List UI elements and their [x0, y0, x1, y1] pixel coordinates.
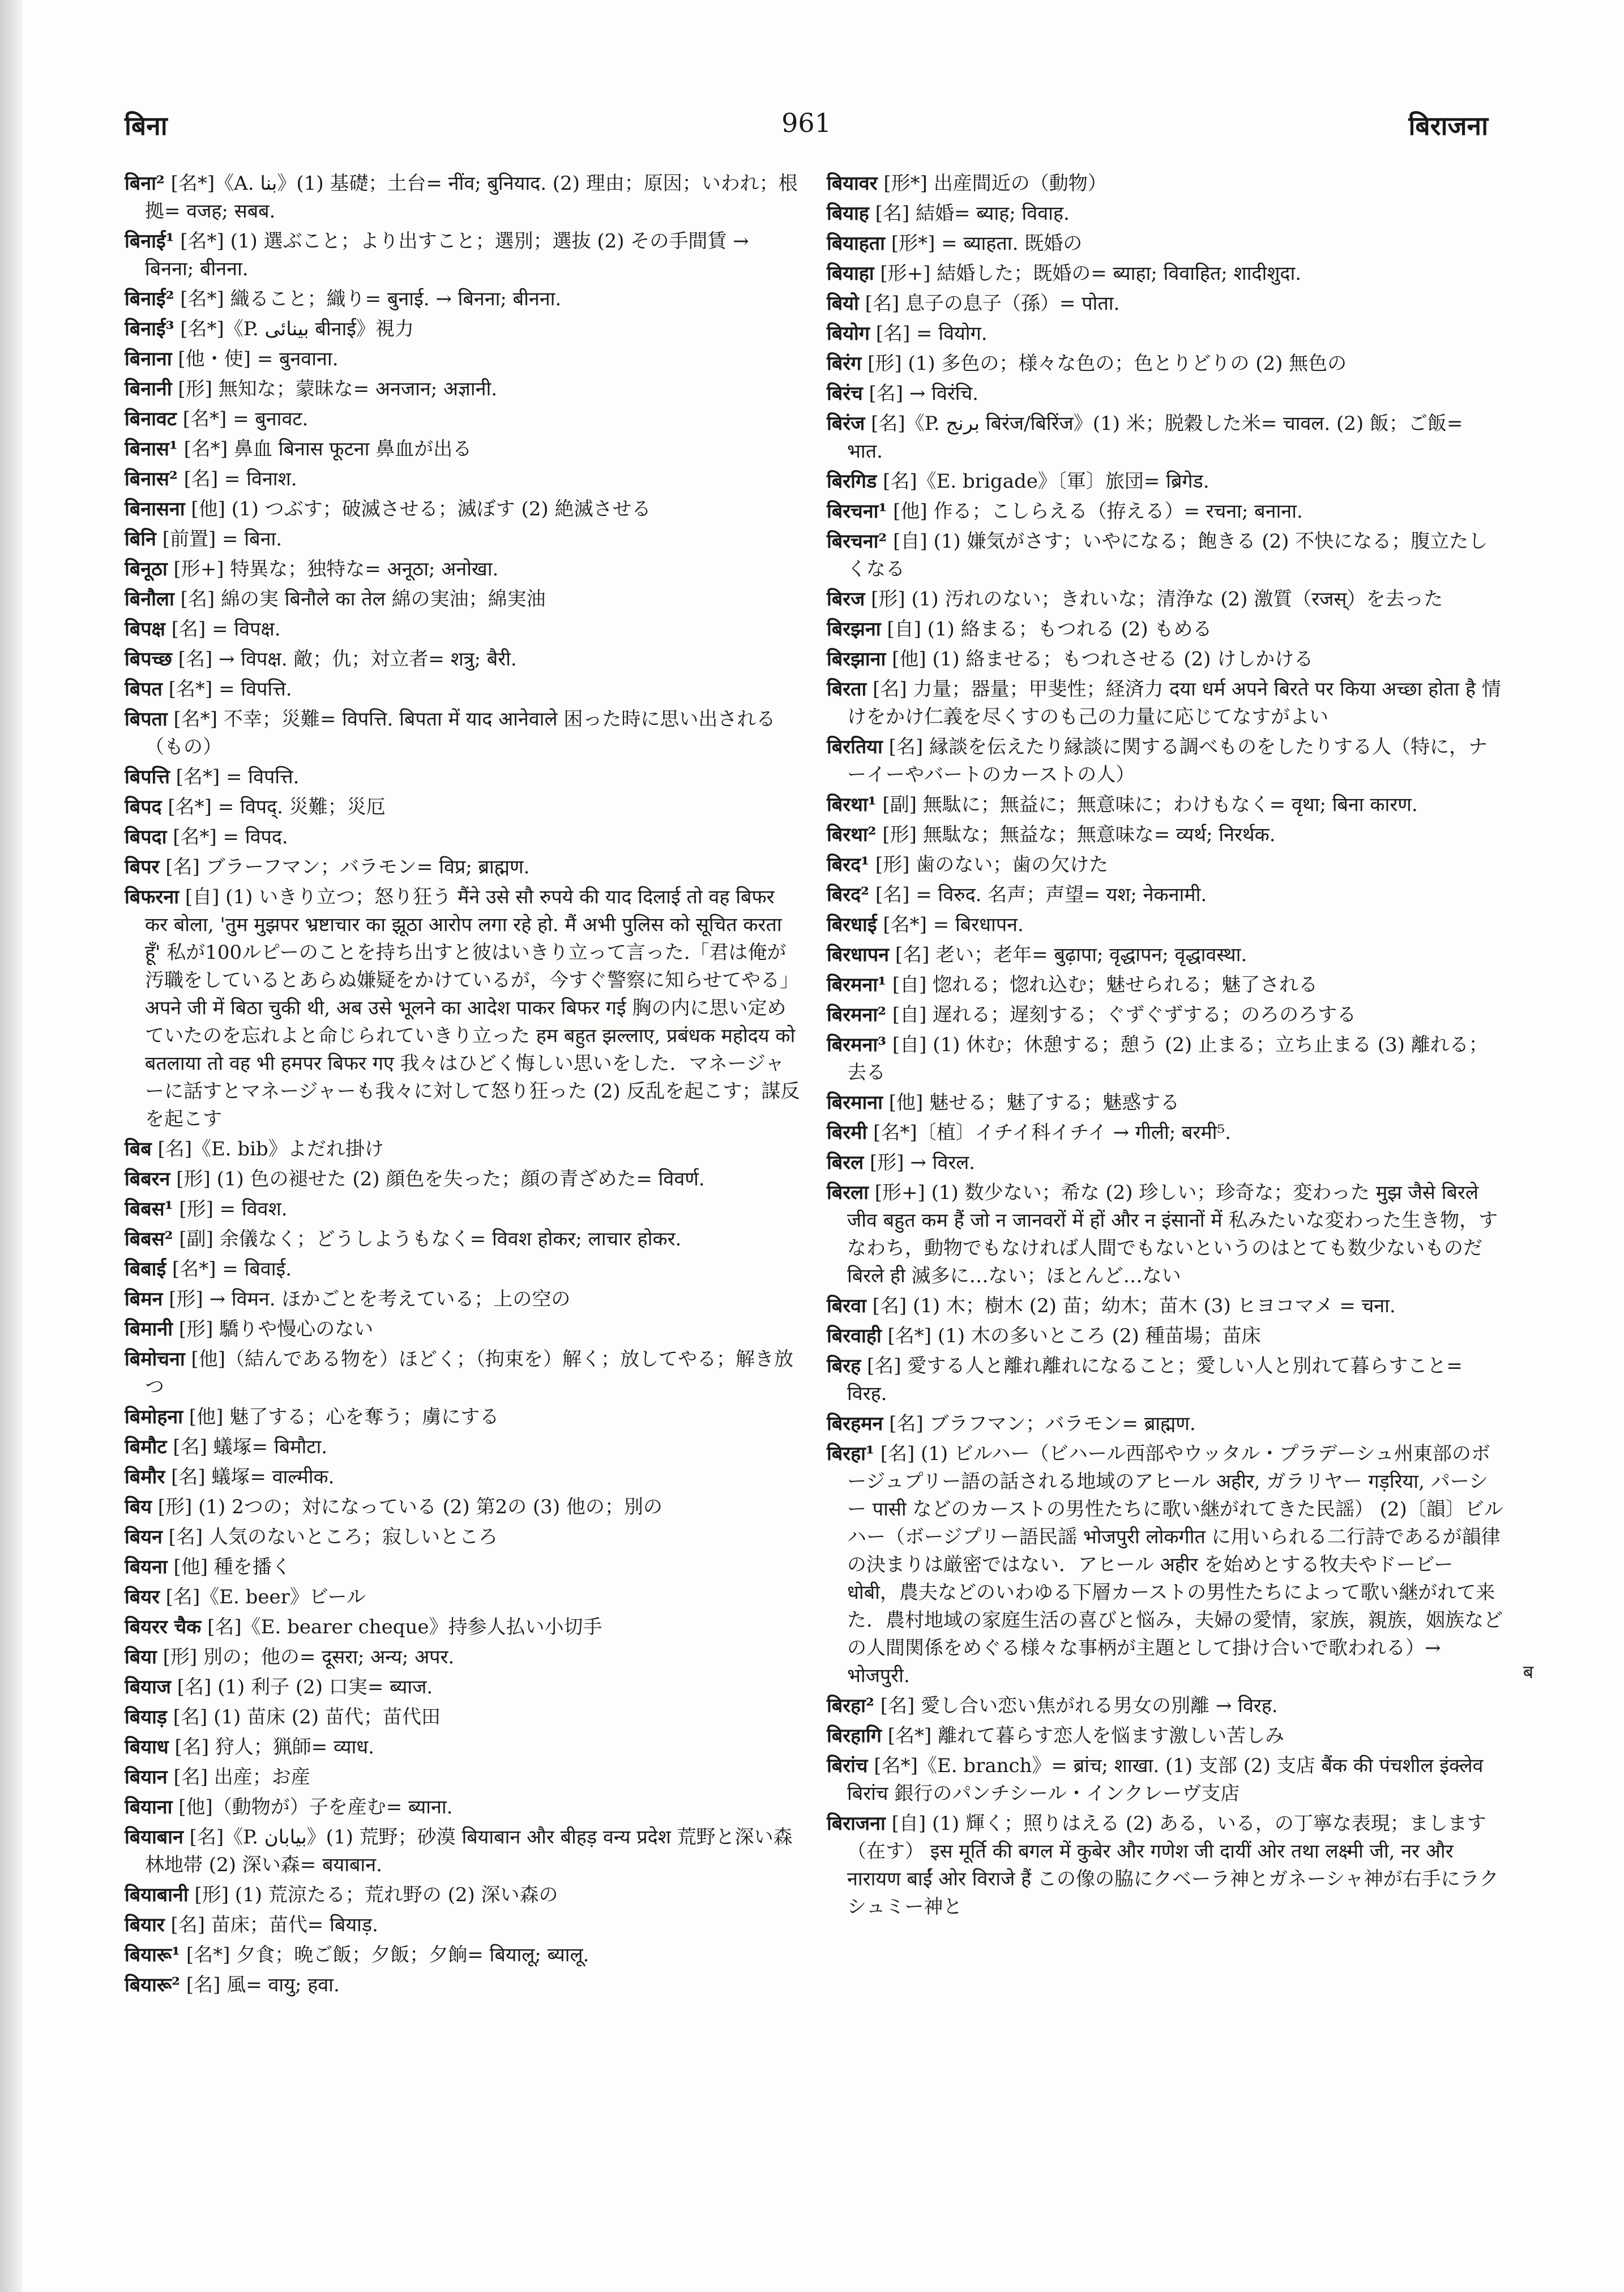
entry-definition: [名] 愛し合い恋い焦がれる男女の別離 → विरह.: [880, 1695, 1278, 1717]
right-running-head: बिराजना: [1408, 110, 1488, 141]
entry-headword: बिमौर: [125, 1466, 165, 1488]
entry-headword: बियाध: [125, 1736, 169, 1759]
entry-headword: बिरचना²: [827, 530, 887, 553]
dictionary-entry: [125, 1971, 801, 1999]
entry-definition: [名] 苗床；苗代= बियाड़.: [170, 1914, 378, 1936]
dictionary-entry: [125, 406, 801, 433]
entry-definition: [名*] = विपद्. 災難；災厄: [168, 796, 386, 818]
entry-headword: बियोग: [827, 322, 870, 345]
entry-headword: बिरह: [827, 1355, 861, 1377]
entry-headword: बिरहा¹: [827, 1442, 874, 1465]
entry-definition: [他] (1) つぶす；破滅させる；滅ぼす (2) 絶滅させる: [191, 498, 651, 520]
entry-headword: बिरंच: [827, 382, 863, 405]
entry-headword: बिब: [125, 1138, 152, 1160]
entry-definition: [名*] 離れて暮らす恋人を悩ます激しい苦しみ: [887, 1725, 1285, 1747]
dictionary-entry: [125, 315, 801, 343]
entry-definition: [名] 息子の息子（孫）= पोता.: [865, 292, 1120, 315]
entry-definition: [名] ブラフマン；バラモン= ब्राह्मण.: [889, 1412, 1196, 1435]
dictionary-entry: [125, 1226, 801, 1253]
entry-headword: बिरद¹: [827, 853, 870, 876]
entry-definition: [名] 蟻塚= वाल्मीक.: [171, 1466, 335, 1488]
entry-headword: बिनासना: [125, 498, 185, 520]
entry-headword: बिनाई²: [125, 288, 174, 310]
entry-headword: बिरधापन: [827, 944, 890, 966]
dictionary-entry: [125, 170, 801, 225]
dictionary-entry: [125, 1644, 801, 1671]
entry-definition: [形] → विरल.: [870, 1151, 976, 1174]
dictionary-entry: [125, 1794, 801, 1821]
entry-definition: [他] 作る；こしらえる（拵える）= रचना; बनाना.: [893, 500, 1303, 523]
entry-headword: बिफरना: [125, 886, 180, 908]
entry-headword: बिनानी: [125, 378, 172, 400]
entry-headword: बिमानी: [125, 1318, 173, 1341]
entry-definition: [副] 無駄に；無益に；無意味に；わけもなく= वृथा; बिना कारण.: [882, 793, 1418, 816]
entry-definition: [名]《P. بیابان》(1) 荒野；砂漠 बियाबान और बीहड़ वन्य प्रदेश 荒野と深い森林地帯 (2) 深い森= बयाबान.: [145, 1826, 793, 1876]
dictionary-entry: [827, 230, 1503, 258]
entry-definition: [名] (1) 木；樹木 (2) 苗；幼木；苗木 (3) ヒヨコマメ = चना.: [872, 1295, 1396, 1317]
entry-headword: बिनास¹: [125, 438, 178, 460]
dictionary-entry: [125, 1584, 801, 1611]
entry-headword: बिनौला: [125, 588, 174, 611]
entry-definition: [名] 愛する人と離れ離れになること；愛しい人と別れて暮らすこと= विरह.: [847, 1355, 1463, 1405]
dictionary-entry: [827, 791, 1503, 819]
dictionary-entry: [125, 466, 801, 493]
entry-definition: [形] 歯のない；歯の欠けた: [875, 853, 1109, 876]
dictionary-entry: [827, 821, 1503, 849]
dictionary-entry: [827, 1149, 1503, 1177]
entry-definition: [形+] 結婚した；既婚の= ब्याहा; विवाहित; शादीशुदा.: [880, 262, 1302, 285]
dictionary-entry: [125, 1136, 801, 1163]
entry-headword: बिरवाही: [827, 1325, 882, 1347]
entry-headword: बियाहा: [827, 262, 874, 285]
entry-headword: बिनाना: [125, 348, 172, 370]
entry-definition: [形] 無知な；蒙昧な= अनजान; अज्ञानी.: [178, 378, 498, 400]
entry-headword: बियारू²: [125, 1974, 181, 1996]
entry-headword: बिपच्छ: [125, 648, 172, 671]
left-running-head: बिना: [125, 110, 168, 141]
entry-definition: [名] 出産；お産: [173, 1766, 310, 1789]
entry-definition: [名*] = विपत्ति.: [176, 766, 300, 788]
entry-definition: [名*] 夕食；晩ご飯；夕飯；夕餉= बियालू; ब्यालू.: [186, 1944, 589, 1966]
entry-headword: बियो: [827, 292, 859, 315]
entry-headword: बिमोचना: [125, 1348, 185, 1371]
entry-headword: बिरमाना: [827, 1091, 883, 1114]
entry-definition: [名] 力量；器量；甲斐性；経済力 दया धर्म अपने बिरते पर किया अच्छा होता है 情けをかけ仁義を尽くすのも己の力量に応じてなすがよい: [847, 678, 1501, 728]
entry-definition: [形] (1) 色の褪せた (2) 顔色を失った；顔の青ざめた= विवर्ण.: [176, 1168, 705, 1190]
entry-definition: [名] 綿の実 बिनौले का तेल 綿の実油；綿実油: [180, 588, 546, 611]
entry-headword: बिनूठा: [125, 558, 168, 581]
entry-headword: बिनाई³: [125, 318, 174, 340]
entry-headword: बिरतिया: [827, 736, 883, 758]
entry-headword: बिरज: [827, 588, 865, 611]
dictionary-entry: [125, 853, 801, 881]
entry-headword: बियना: [125, 1556, 168, 1578]
entry-headword: बिय: [125, 1496, 152, 1518]
entry-headword: बिनाई¹: [125, 230, 174, 253]
dictionary-entry: [125, 1196, 801, 1223]
entry-headword: बियरर चैक: [125, 1616, 202, 1638]
entry-headword: बिरंज: [827, 412, 865, 435]
entry-definition: [名] = विनाश.: [183, 468, 297, 490]
entry-headword: बिनास²: [125, 468, 178, 490]
entry-definition: [自] (1) 嫌気がさす；いやになる；飽きる (2) 不快になる；腹立たしくなる: [847, 530, 1488, 581]
entry-definition: [名*] (1) 木の多いところ (2) 種苗場；苗床: [887, 1325, 1261, 1347]
entry-definition: [自] (1) 休む；休憩する；憩う (2) 止まる；立ち止まる (3) 離れる；去る: [847, 1034, 1488, 1084]
entry-headword: बिरथा²: [827, 823, 877, 846]
entry-headword: बिनि: [125, 528, 156, 550]
dictionary-entry: [125, 1553, 801, 1581]
entry-definition: [名] → विपक्ष. 敵；仇；対立者= शत्रु; बैरी.: [178, 648, 517, 671]
dictionary-entry: [125, 793, 801, 821]
entry-definition: [名]《E. bib》よだれ掛け: [157, 1138, 384, 1160]
dictionary-entry: [125, 1346, 801, 1401]
entry-headword: बिरझाना: [827, 648, 886, 671]
entry-headword: बियाज: [125, 1676, 171, 1698]
entry-definition: [他]（結んである物を）ほどく；（拘束を）解く；放してやる；解き放つ: [145, 1348, 793, 1398]
entry-definition: [他]（動物が）子を産む= ब्याना.: [178, 1796, 453, 1819]
entry-headword: बिरझना: [827, 618, 881, 641]
entry-definition: [他・使] = बुनवाना.: [178, 348, 339, 370]
entry-headword: बिरवा: [827, 1295, 866, 1317]
dictionary-entry: [125, 526, 801, 553]
dictionary-entry: [125, 1433, 801, 1461]
entry-definition: [名*]《A. بنا》(1) 基礎；土台= नींव; बुनियाद. (2) 理由；原因；いわれ；根拠= वजह; सबब.: [145, 172, 798, 223]
entry-definition: [自] (1) 輝く；照りはえる (2) ある，いる，の丁寧な表現；まします（在す） इस मूर्ति की बगल में कुबेर और गणेश जी दायीं ओर तथा लक्ष्मी जी, नर और नारायण बाईं ओर विराजे हैं この像の脇にクベーラ神とガネーシャ神が右手にラクシュミー神と: [847, 1812, 1499, 1918]
entry-definition: [形] (1) 汚れのない；きれいな；清浄な (2) 激質（रजस्）を去った: [871, 588, 1443, 611]
entry-headword: बिमन: [125, 1288, 163, 1311]
entry-definition: [名]《E. brigade》〔軍〕旅団= ब्रिगेड.: [883, 470, 1210, 493]
entry-headword: बिरचना¹: [827, 500, 887, 523]
dictionary-entry: [827, 290, 1503, 318]
entry-headword: बिरहा²: [827, 1695, 874, 1717]
dictionary-entry: [125, 646, 801, 673]
entry-headword: बिरहमन: [827, 1412, 883, 1435]
dictionary-entry: [827, 676, 1503, 731]
dictionary-entry: [125, 1493, 801, 1521]
entry-headword: बिपर: [125, 856, 160, 878]
dictionary-entry: [125, 1674, 801, 1701]
dictionary-entry: [827, 646, 1503, 673]
dictionary-entry: [125, 763, 801, 791]
entry-definition: [他] 魅せる；魅了する；魅惑する: [888, 1091, 1180, 1114]
entry-headword: बिबाई: [125, 1258, 166, 1281]
dictionary-entry: [125, 676, 801, 703]
dictionary-entry: [827, 971, 1503, 999]
entry-definition: [形+] 特異な；独特な= अनूठा; अनोखा.: [173, 558, 499, 581]
dictionary-entry: [827, 911, 1503, 939]
dictionary-entry: [827, 498, 1503, 526]
entry-definition: [名] = वियोग.: [875, 322, 988, 345]
dictionary-entry: [827, 1119, 1503, 1147]
entry-headword: बिरल: [827, 1151, 864, 1174]
dictionary-entry: [125, 1463, 801, 1491]
dictionary-entry: [827, 350, 1503, 378]
entry-headword: बिरता: [827, 678, 867, 701]
right-column: [827, 170, 1503, 1923]
entry-definition: [名*] = बिवाई.: [172, 1258, 292, 1281]
entry-headword: बिमोहना: [125, 1406, 183, 1428]
entry-definition: [形] (1) 多色の；様々な色の；色とりどりの (2) 無色の: [867, 352, 1347, 375]
dictionary-entry: [827, 1752, 1503, 1808]
entry-definition: [名] (1) 利子 (2) 口実= ब्याज.: [177, 1676, 433, 1698]
dictionary-entry: [125, 1881, 801, 1909]
dictionary-entry: [125, 706, 801, 761]
dictionary-entry: [827, 1322, 1503, 1350]
entry-headword: बिपत्ति: [125, 766, 170, 788]
entry-headword: बिपता: [125, 708, 168, 731]
entry-headword: बियाना: [125, 1796, 173, 1819]
entry-headword: बिबरन: [125, 1168, 170, 1190]
entry-headword: बियाड़: [125, 1706, 167, 1728]
entry-definition: [形] → विमन. ほかごとを考えている；上の空の: [169, 1288, 571, 1311]
entry-definition: [名*] 不幸；災難= विपत्ति. बिपता में याद आनेवाले 困った時に思い出される（もの）: [145, 708, 776, 758]
entry-definition: [名] 老い；老年= बुढ़ापा; वृद्धापन; वृद्धावस्था.: [895, 944, 1247, 966]
entry-definition: [名]《P. برنج बिरंज/बिरिंज》(1) 米；脱穀した米= चावल. (2) 飯；ご飯= भात.: [847, 412, 1463, 463]
dictionary-entry: [125, 1403, 801, 1431]
dictionary-entry: [125, 586, 801, 613]
dictionary-entry: [125, 1764, 801, 1791]
dictionary-entry: [827, 1089, 1503, 1117]
dictionary-entry: [125, 375, 801, 403]
dictionary-entry: [827, 1292, 1503, 1320]
entry-definition: [他] 魅了する；心を奪う；虜にする: [189, 1406, 499, 1428]
entry-headword: बियर: [125, 1586, 160, 1608]
entry-definition: [形*] 出産間近の（動物）: [883, 172, 1107, 195]
entry-definition: [名]《E. beer》ビール: [165, 1586, 366, 1608]
dictionary-entry: [827, 1692, 1503, 1720]
entry-definition: [名] (1) 苗床 (2) 苗代；苗代田: [173, 1706, 441, 1728]
dictionary-entry: [827, 1352, 1503, 1408]
entry-definition: [自] (1) 絡まる；もつれる (2) もめる: [887, 618, 1212, 641]
entry-definition: [名*]〔植〕イチイ科イチイ → गीली; बरमी⁵.: [873, 1121, 1231, 1144]
dictionary-entry: [125, 556, 801, 583]
entry-headword: बियान: [125, 1766, 168, 1789]
entry-definition: [名] ブラーフマン；バラモン= विप्र; ब्राह्मण.: [165, 856, 530, 878]
entry-definition: [他] 種を播く: [173, 1556, 291, 1578]
dictionary-entry: [827, 320, 1503, 348]
entry-definition: [形*] = ब्याहता. 既婚の: [891, 232, 1083, 255]
entry-headword: बिबस²: [125, 1228, 173, 1250]
entry-headword: बिरमना²: [827, 1004, 887, 1026]
entry-headword: बिरहागि: [827, 1725, 882, 1747]
entry-headword: बियारू¹: [125, 1944, 181, 1966]
dictionary-entry: [827, 616, 1503, 643]
entry-headword: बिरद²: [827, 883, 870, 906]
dictionary-entry: [125, 1941, 801, 1969]
entry-definition: [前置] = बिना.: [162, 528, 283, 550]
entry-headword: बियाह: [827, 202, 869, 225]
dictionary-entry: [827, 1001, 1503, 1029]
thumb-index-tab: ब: [1523, 1661, 1533, 1683]
entry-definition: [名] (1) ビルハー（ビハール西部やウッタル・プラデーシュ州東部のボージュプリー語の話される地域のアヒール अहीर, ガラリヤー गड़रिया, パーシー पासी などのカーストの男性たちに歌い継がれてきた民謡） (2)〔韻〕ビルハー（ボージプリー語民謡 भोजपुरी लोकगीत に用いられる二行詩であるが韻律の決まりは厳密ではない．アヒール अहीर を始めとする牧夫やドービー धोबी，農夫などのいわゆる下層カーストの男性たちによって歌い継がれて来た．農村地域の家庭生活の喜びと悩み，夫婦の愛情，家族，親族，姻族などの人間関係をめぐる様々な事柄が主題として掛け合いで歌われる）→ भोजपुरी.: [847, 1442, 1503, 1687]
dictionary-entry: [125, 436, 801, 463]
entry-definition: [名] 狩人；猟師= व्याध.: [174, 1736, 374, 1759]
dictionary-entry: [125, 1166, 801, 1193]
entry-definition: [名*] 織ること；織り= बुनाई. → बिनना; बीनना.: [180, 288, 562, 310]
page-number: 961: [781, 108, 831, 138]
entry-definition: [名*] = विपद.: [173, 826, 288, 848]
entry-headword: बियाबान: [125, 1826, 183, 1849]
entry-definition: [名] 風= वायु; हवा.: [186, 1974, 340, 1996]
entry-definition: [名]《E. bearer cheque》持参人払い小切手: [207, 1616, 602, 1638]
dictionary-entry: [827, 380, 1503, 408]
entry-definition: [形] = विवश.: [179, 1198, 288, 1220]
entry-definition: [自] 遅れる；遅刻する；ぐずぐずする；のろのろする: [892, 1004, 1357, 1026]
dictionary-entry: [125, 345, 801, 373]
dictionary-entry: [125, 1734, 801, 1761]
entry-definition: [副] 余儀なく；どうしようもなく= विवश होकर; लाचार होकर.: [179, 1228, 682, 1250]
entry-headword: बिबस¹: [125, 1198, 173, 1220]
entry-headword: बियाहता: [827, 232, 885, 255]
entry-headword: बियावर: [827, 172, 878, 195]
entry-definition: [自] 惚れる；惚れ込む；魅せられる；魅了される: [892, 974, 1318, 996]
dictionary-entry: [125, 1523, 801, 1551]
entry-headword: बिपत: [125, 678, 163, 701]
entry-headword: बिपक्ष: [125, 618, 165, 641]
dictionary-entry: [125, 616, 801, 643]
entry-headword: बिराजना: [827, 1812, 886, 1835]
dictionary-entry: [827, 1179, 1503, 1290]
entry-definition: [他] (1) 絡ませる；もつれさせる (2) けしかける: [892, 648, 1314, 671]
dictionary-entry: [827, 1440, 1503, 1690]
dictionary-entry: [827, 733, 1503, 789]
entry-definition: [形+] (1) 数少ない；希な (2) 珍しい；珍奇な；変わった मुझ जैसे बिरले जीव बहुत कम हैं जो न जानवरों में हों और न इंसानों में 私みたいな変わった生き物，すなわち，動物でもなければ人間でもないというのはとても数少ないものだ बिरले ही 滅多に…ない；ほとんど…ない: [847, 1181, 1498, 1287]
entry-definition: [名] 縁談を伝えたり縁談に関する調べものをしたりする人（特に，ナーイーやバートのカーストの人）: [847, 736, 1488, 786]
entry-headword: बियन: [125, 1526, 163, 1548]
entry-definition: [名*] = विपत्ति.: [168, 678, 292, 701]
entry-definition: [名] = विरुद. 名声；声望= यश; नेकनामी.: [875, 883, 1207, 906]
entry-headword: बिमौट: [125, 1436, 167, 1458]
entry-headword: बिरांच: [827, 1755, 868, 1777]
dictionary-entry: [125, 1911, 801, 1939]
dictionary-entry: [125, 1286, 801, 1313]
dictionary-entry: [125, 1824, 801, 1879]
entry-definition: [名*]《P. بینائی बीनाई》視力: [180, 318, 414, 340]
left-column: [125, 170, 801, 2001]
dictionary-entry: [125, 1256, 801, 1283]
dictionary-entry: [827, 881, 1503, 909]
entry-headword: बिरथा¹: [827, 793, 877, 816]
dictionary-entry: [827, 851, 1503, 879]
dictionary-entry: [827, 528, 1503, 583]
entry-headword: बिना²: [125, 172, 165, 195]
dictionary-entry: [827, 260, 1503, 288]
entry-definition: [名*] = बुनावट.: [182, 408, 309, 430]
entry-definition: [形] (1) 2つの；対になっている (2) 第2の (3) 他の；別の: [157, 1496, 663, 1518]
dictionary-entry: [125, 285, 801, 313]
entry-definition: [名*] = बिरधापन.: [883, 914, 1024, 936]
entry-definition: [自] (1) いきり立つ；怒り狂う मैंने उसे सौ रुपये की याद दिलाई तो वह बिफर कर बोला, 'तुम मुझपर भ्रष्टाचार का झूठा आरोप लगा रहे हो. मैं अभी पुलिस को सूचित करता हूँ' 私が100ルピーのことを持ち出すと彼はいきり立って言った.「君は俺が汚職をしているとあらぬ嫌疑をかけているが，今すぐ警察に知らせてやる」 अपने जी में बिठा चुकी थी, अब उसे भूलने का आदेश पाकर बिफर गई 胸の内に思い定めていたのを忘れよと命じられていきり立った हम बहुत झल्लाए, प्रबंधक महोदय को बतलाया तो वह भी हमपर बिफर गए 我々はひどく悔しい思いをした．マネージャーに話すとマネージャーも我々に対して怒り狂った (2) 反乱を起こす；謀反を起こす: [145, 886, 800, 1130]
entry-definition: [名] → विरंचि.: [869, 382, 978, 405]
entry-headword: बिरला: [827, 1181, 869, 1204]
dictionary-entry: [827, 1722, 1503, 1750]
dictionary-entry: [827, 410, 1503, 466]
entry-headword: बिरमना¹: [827, 974, 887, 996]
entry-definition: [形] 無駄な；無益な；無意味な= व्यर्थ; निरर्थक.: [882, 823, 1276, 846]
entry-headword: बिरमी: [827, 1121, 867, 1144]
page-binding-edge: [0, 0, 23, 2292]
dictionary-entry: [827, 586, 1503, 613]
entry-headword: बियाबानी: [125, 1884, 189, 1906]
entry-definition: [名*]《E. branch》= ब्रांच; शाखा. (1) 支部 (2) 支店 बैंक की पंचशील इंक्लेव बिरांच 銀行のパンチシール・インクレーヴ支店: [847, 1755, 1484, 1805]
entry-definition: [名] = विपक्ष.: [171, 618, 281, 641]
dictionary-entry: [827, 941, 1503, 969]
dictionary-entry: [827, 468, 1503, 496]
entry-headword: बिपद: [125, 796, 162, 818]
dictionary-entry: [827, 1410, 1503, 1438]
entry-headword: बिरमना³: [827, 1034, 887, 1056]
entry-definition: [名*] (1) 選ぶこと；より出すこと；選別；選抜 (2) その手間賃 → बिनना; बीनना.: [145, 230, 749, 280]
entry-definition: [名] 人気のないところ；寂しいところ: [168, 1526, 498, 1548]
dictionary-entry: [125, 228, 801, 283]
entry-definition: [形] 別の；他の= दूसरा; अन्य; अपर.: [163, 1646, 455, 1668]
dictionary-entry: [125, 1316, 801, 1343]
entry-headword: बिपदा: [125, 826, 167, 848]
dictionary-entry: [125, 1614, 801, 1641]
entry-headword: बिरधाई: [827, 914, 877, 936]
entry-definition: [名] 結婚= ब्याह; विवाह.: [875, 202, 1070, 225]
page-header: [125, 102, 1488, 153]
dictionary-entry: [125, 823, 801, 851]
entry-definition: [形] 驕りや慢心のない: [178, 1318, 374, 1341]
dictionary-entry: [827, 1810, 1503, 1921]
entry-headword: बियार: [125, 1914, 165, 1936]
dictionary-entry: [125, 496, 801, 523]
dictionary-entry: [827, 1031, 1503, 1087]
entry-definition: [名*] 鼻血 बिनास फूटना 鼻血が出る: [183, 438, 472, 460]
entry-definition: [名] 蟻塚= बिमौटा.: [173, 1436, 328, 1458]
dictionary-entry: [827, 200, 1503, 228]
entry-headword: बिया: [125, 1646, 157, 1668]
entry-definition: [形] (1) 荒涼たる；荒れ野の (2) 深い森の: [194, 1884, 558, 1906]
dictionary-entry: [125, 1704, 801, 1731]
entry-headword: बिरगिड: [827, 470, 877, 493]
entry-headword: बिरंग: [827, 352, 862, 375]
entry-headword: बिनावट: [125, 408, 177, 430]
dictionary-entry: [827, 170, 1503, 198]
dictionary-entry: [125, 883, 801, 1133]
